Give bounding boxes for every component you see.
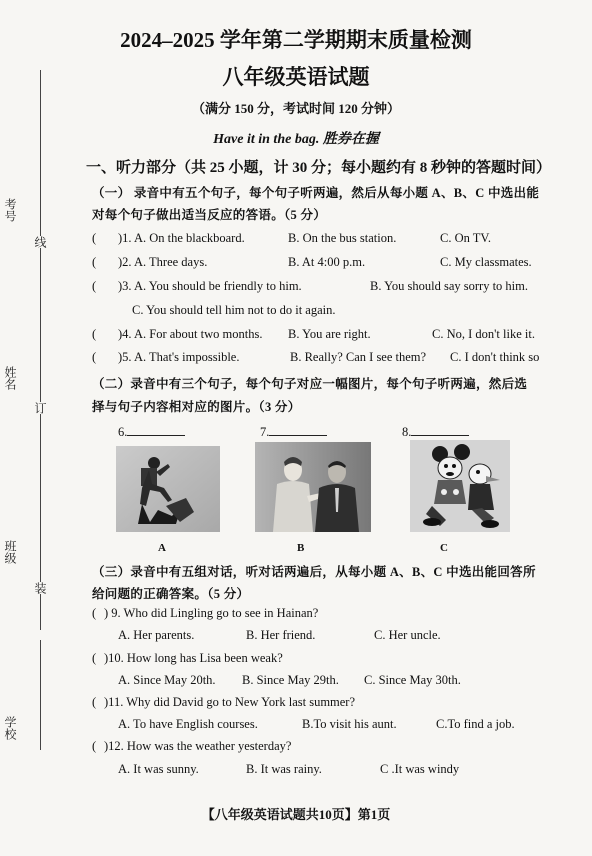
blank-8[interactable]	[402, 423, 469, 440]
picture-a-climber	[116, 446, 220, 532]
q5-option-c: C. I don't think so	[450, 350, 540, 364]
blank-6[interactable]	[118, 423, 185, 440]
part3-instruction-line2: 给问题的正确答案。（5 分）	[92, 587, 250, 601]
picture-b-label: B	[297, 542, 305, 554]
q1-option-b: B. On the bus station.	[288, 231, 397, 245]
q2-option-b: B. At 4:00 p.m.	[288, 255, 366, 269]
answer-paren[interactable]: (	[92, 327, 97, 341]
section1-title: 一、听力部分（共 25 小题，计 30 分；每小题约有 8 秒钟的答题时间）	[86, 160, 552, 176]
q9-question: ) 9. Who did Lingling go to see in Hainan?	[104, 606, 319, 620]
picture-b-conversation	[255, 442, 371, 532]
exam-no-label: 考号	[3, 198, 17, 222]
motto: Have it in the bag. 胜券在握	[213, 132, 379, 147]
q1-option-c: C. On TV.	[440, 231, 491, 245]
q9-option-c: C. Her uncle.	[374, 628, 441, 642]
picture-a-label: A	[158, 542, 166, 554]
answer-paren[interactable]: (	[92, 255, 97, 269]
q11-option-c: C.To find a job.	[436, 717, 515, 731]
exam-subtitle: 八年级英语试题	[222, 65, 370, 89]
blank-6-label: 6.	[118, 425, 128, 439]
part1-instruction-line1: （一） 录音中有五个句子，每个句子听两遍，然后从每小题 A、B、C 中选出能	[92, 186, 540, 200]
q12-question: )12. How was the weather yesterday?	[104, 739, 292, 753]
name-label: 姓名	[3, 366, 17, 390]
answer-paren[interactable]: (	[92, 739, 97, 753]
q4-option-c: C. No, I don't like it.	[432, 327, 535, 341]
q3-option-b: B. You should say sorry to him.	[370, 279, 529, 293]
q12-option-b: B. It was rainy.	[246, 762, 322, 776]
q5-option-b: B. Really? Can I see them?	[290, 350, 427, 364]
q5-option-a: )5. A. That's impossible.	[118, 350, 240, 364]
part2-instruction-line1: （二）录音中有三个句子，每个句子对应一幅图片，每个句子听两遍，然后选	[92, 377, 528, 391]
binding-line	[40, 70, 41, 630]
q10-option-c: C. Since May 30th.	[364, 673, 461, 687]
school-label: 学校	[3, 716, 17, 740]
answer-paren[interactable]: (	[92, 695, 97, 709]
answer-paren[interactable]: (	[92, 279, 97, 293]
q11-option-b: B.To visit his aunt.	[302, 717, 397, 731]
q10-question: )10. How long has Lisa been weak?	[104, 651, 283, 665]
answer-paren[interactable]: (	[92, 350, 97, 364]
q9-option-a: A. Her parents.	[118, 628, 195, 642]
blank-7-label: 7.	[260, 425, 270, 439]
picture-c-label: C	[440, 542, 448, 554]
q1-option-a: )1. A. On the blackboard.	[118, 231, 245, 245]
q11-question: )11. Why did David go to New York last summer?	[104, 695, 356, 709]
picture-c-cartoon	[410, 440, 510, 532]
binding-line-lower	[40, 640, 41, 750]
q4-option-b: B. You are right.	[288, 327, 371, 341]
q10-option-a: A. Since May 20th.	[118, 673, 216, 687]
q3-option-a: )3. A. You should be friendly to him.	[118, 279, 302, 293]
q9-option-b: B. Her friend.	[246, 628, 316, 642]
q2-option-c: C. My classmates.	[440, 255, 532, 269]
part1-instruction-line2: 对每个句子做出适当反应的答语。（5 分）	[92, 208, 327, 222]
page-footer: 【八年级英语试题共10页】第1页	[201, 807, 391, 822]
blank-7[interactable]	[260, 423, 327, 440]
q10-option-b: B. Since May 29th.	[242, 673, 339, 687]
class-label: 班级	[3, 540, 17, 564]
answer-paren[interactable]: (	[92, 606, 97, 620]
answer-paren[interactable]: (	[92, 231, 97, 245]
binding-mark-line: 线	[33, 236, 47, 248]
q2-option-a: )2. A. Three days.	[118, 255, 208, 269]
q4-option-a: )4. A. For about two months.	[118, 327, 263, 341]
part3-instruction-line1: （三）录音中有五组对话，听对话两遍后，从每小题 A、B、C 中选出能回答所	[92, 565, 536, 579]
exam-title: 2024–2025 学年第二学期期末质量检测	[120, 28, 472, 52]
part2-instruction-line2: 择与句子内容相对应的图片。（3 分）	[92, 400, 301, 414]
q12-option-a: A. It was sunny.	[118, 762, 199, 776]
q3-option-c: C. You should tell him not to do it again.	[132, 303, 336, 317]
exam-info: （满分 150 分，考试时间 120 分钟）	[191, 101, 400, 116]
q11-option-a: A. To have English courses.	[118, 717, 258, 731]
binding-mark-zhuang: 装	[33, 582, 47, 594]
answer-paren[interactable]: (	[92, 651, 97, 665]
binding-mark-ding: 订	[33, 402, 47, 414]
q12-option-c: C .It was windy	[380, 762, 460, 776]
blank-8-label: 8.	[402, 425, 412, 439]
